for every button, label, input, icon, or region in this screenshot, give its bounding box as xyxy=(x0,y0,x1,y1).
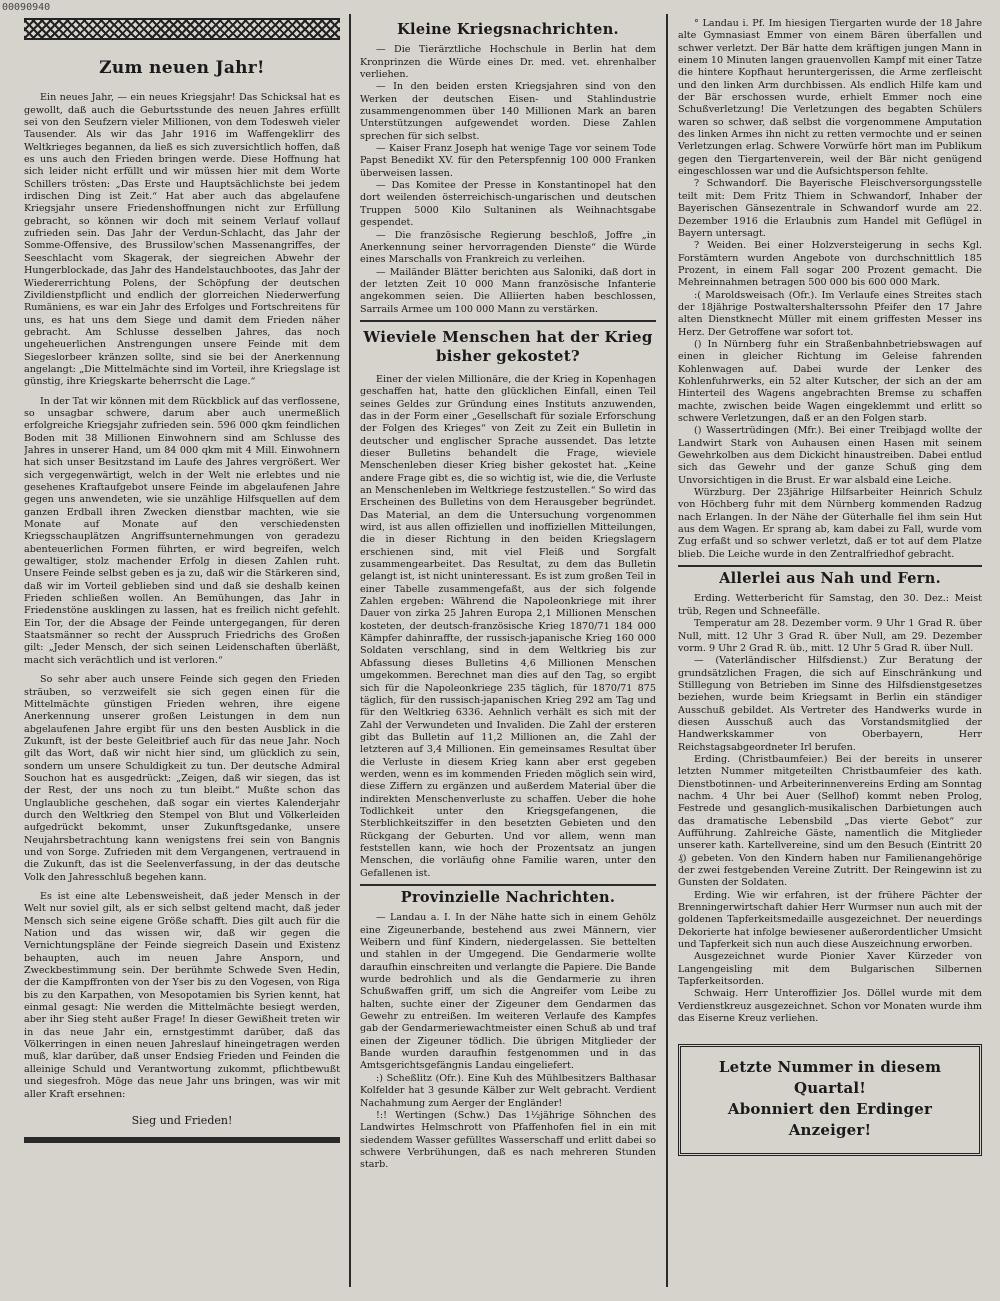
news-item: Erding. Wie wir erfahren, ist der frühere Pächter der Brenningerwirtschaft dahier Herr Wurmser nun auch mit der goldenen Tapferkeitsmedaille ausgezeichnet. Der neuerdings Dekorierte hat infolge bewiesener außerordentlicher Umsicht und Tapferkeit sich nun auch diese Auszeichnung erworben. xyxy=(678,889,982,951)
column-rule-right xyxy=(666,14,668,1287)
section-divider xyxy=(678,565,982,567)
ornament-banner xyxy=(24,18,340,40)
news-item: — Kaiser Franz Joseph hat wenige Tage vor seinem Tode Papst Benedikt XV. für den Peterspfennig 100 000 Franken überweisen lassen. xyxy=(360,143,656,179)
column-editorial xyxy=(24,18,340,1287)
news-item: Erding. Wetterbericht für Samstag, den 30. Dez.: Meist trüb, Regen und Schneefälle. xyxy=(678,593,982,617)
news-item: () In Nürnberg fuhr ein Straßenbahnbetriebswagen auf einen in gleicher Richtung im Geleise fahrenden Kohlenwagen auf. Dabei wurde der Lenker des Kohlenfuhrwerks, ein 52 alter Kutscher, der sich an der am Hinterteil des Wagens angebrachten Bremse zu schaffen machte, zwischen beide Wagen eingeklemmt und erlitt so schwere Verletzungen, daß er an den Folgen starb. xyxy=(678,338,982,424)
news-item: — Das Komitee der Presse in Konstantinopel hat den dort weilenden österreichisch-ungarischen und deutschen Truppen 5000 Kilo Sultaninen als Weihnachtsgabe gespendet. xyxy=(360,180,656,229)
section-divider xyxy=(360,884,656,886)
section-title-war-losses: Wieviele Menschen hat der Krieg bisher gekostet? xyxy=(363,327,653,365)
editorial-paragraph: So sehr aber auch unsere Feinde sich gegen den Frieden sträuben, so verzweifelt sie sich gegen einen für die Mittelmächte günstigen Frieden wehren, ihre eigene Anerkennung unserer großen Leistungen in dem nun abgelaufenen Jahre ergibt für uns den besten Ausblick in die Zukunft, ist der beste Geleitbrief auch für das neue Jahr. Noch gilt das Wort, daß wir nicht hier sind, um glücklich zu sein, sondern um unsere Schuldigkeit zu tun. Der deutsche Admiral Souchon hat es ausgedrückt: „Zeigen, daß wir siegen, das ist der Rest, der uns noch zu tun bleibt.“ Mußte schon das Unglaubliche geschehen, daß sogar ein viertes Kalenderjahr durch den Weltkrieg den Stempel von Blut und Völkerleiden aufgedrückt bekommt, unser Zukunftsgedanke, unsere Neujahrsbetrachtung kann wenigstens frei sein von Bangnis und von Sorge. Zufrieden mit dem Vergangenen, vertrauend in die Zukunft, das ist die Seelenverfassung, in der das deutsche Volk den Jahresschluß begehen kann. xyxy=(24,674,340,883)
subscription-notice xyxy=(678,1044,982,1156)
article-paragraph: Einer der vielen Millionäre, die der Krieg in Kopenhagen geschaffen hat, hatte den glücklichen Einfall, einen Teil seines Geldes zur Gründung eines Instituts anzuwenden, das in der Form einer „Gesellschaft für soziale Erforschung der Folgen des Krieges“ von Zeit zu Zeit ein Bulletin in deutscher und englischer Sprache aussendet. Das letzte dieser Bulletins behandelt die Frage, wieviele Menschenleben dieser Krieg bisher gekostet hat. „Keine andere Frage gibt es, die so wichtig ist, wie die, die Verluste an Menschenleben im Weltkriege festzustellen.“ So wird das Erscheinen des Bulletins von dem Herausgeber begründet. Das Material, an dem die Untersuchung vorgenommen wird, ist aus allen offiziellen und inoffiziellen Mitteilungen, die in dieser Richtung in den beiden Kriegslagern erschienen sind, mit viel Fleiß und Sorgfalt zusammengearbeitet. Das Resultat, zu dem das Bulletin gelangt ist, ist nicht uninteressant. Es ist zum großen Teil in einer Tabelle zusammengefaßt, aus der sich folgende Zahlen ergeben: Während die Napoleonkriege mit ihrer Dauer von zirka 25 Jahren Europa 2,1 Millionen Menschen kosteten, der deutsch-französische Krieg 1870/71 184 000 Kämpfer dahinraffte, der russisch-japanische Krieg 160 000 Soldaten verschlang, sind in dem Weltkrieg bis zur Abfassung dieses Bulletins 4,6 Millionen Menschen umgekommen. Berechnet man dies auf den Tag, so ergibt sich für die Napoleonkriege 235 täglich, für 1870/71 875 täglich, für den russisch-japanischen Krieg 292 am Tag und für den Weltkrieg 6336. Aehnlich verhält es sich mit der Zahl der Verwundeten und Invaliden. Die Zahl der ersteren gibt das Bulletin auf 11,2 Millionen an, die Zahl der letzteren auf 3,4 Millionen. Ein gemeinsames Resultat über die Verluste in diesem Krieg kann aber erst gegeben werden, wenn es im kommenden Frieden möglich sein wird, diese Ziffern zu ergänzen und außerdem Material über die indirekten Menschenverluste zu schaffen. Ueber die hohe Todlichkeit unter den Kriegsgefangenen, die Sterblichkeitsziffer in den besetzten Gebieten und den Rückgang der Geburten. Und vor allem, wenn man feststellen kann, wie hoch der Prozentsatz an jungen Menschen, die vorläufig ohne Familie waren, unter den Gefallenen ist. xyxy=(360,373,656,879)
section-title-provincial: Provinzielle Nachrichten. xyxy=(400,889,616,906)
section-divider xyxy=(360,320,656,322)
news-item: ? Schwandorf. Die Bayerische Fleischversorgungsstelle teilt mit: Dem Fritz Thiem in Schwandorf, Inhaber der Bayerischen Gänsezentrale in Schwandorf wurde am 22. Dezember 1916 die Erlaubnis zum Handel mit Geflügel in Bayern untersagt. xyxy=(678,178,982,239)
column-local xyxy=(678,18,982,1287)
news-item: Ausgezeichnet wurde Pionier Xaver Kürzeder von Langengeisling mit dem Bulgarischen Silbernen Tapferkeitsorden. xyxy=(678,951,982,988)
news-item: ° Landau i. Pf. Im hiesigen Tiergarten wurde der 18 Jahre alte Gymnasiast Emmer von einem Bären überfallen und schwer verletzt. Der Bär hatte dem kräftigen jungen Mann in einem 10 Minuten langen grauenvollen Kampf mit einer Tatze die hintere Kopfhaut heruntergerissen, die Arme zerfleischt und den linken Arm durchbissen. Als endlich Hilfe kam und der Bär erschossen wurde, erhielt Emmer noch eine Schußverletzung! Die Verletzungen des begabten Schülers waren so schwer, daß selbst die vorgenommene Amputation des linken Armes ihn nicht zu retten vermochte und er seinen Verletzungen erlag. Schwere Vorwürfe hört man im Publikum gegen den Tiergartenverein, weil der Bär nicht genügend eingeschlossen war und die Aufsichtsperson fehlte. xyxy=(678,18,982,178)
news-item: — Die Tierärztliche Hochschule in Berlin hat dem Kronprinzen die Würde eines Dr. med. vet. ehrenhalber verliehen. xyxy=(360,44,656,81)
editorial-closing: Sieg und Frieden! xyxy=(131,1113,233,1127)
column-bottom-rule xyxy=(24,1137,340,1143)
news-item: Würzburg. Der 23jährige Hilfsarbeiter Heinrich Schulz von Höchberg fuhr mit dem Nürnberg kommenden Radzug nach Erlangen. In der Nähe der Güterhalle fiel ihm sein Hut aus dem Wagen. Er sprang ab, kam dabei zu Fall, wurde vom Zug erfaßt und so schwer verletzt, daß er tot auf dem Platze blieb. Die Leiche wurde in den Zentralfriedhof gebracht. xyxy=(678,487,982,560)
editorial-paragraph: In der Tat wir können mit dem Rückblick auf das verflossene, so unsagbar schwere, darum aber auch unermeßlich erfolgreiche Kriegsjahr zufrieden sein. 596 000 qkm feindlichen Boden mit 38 Millionen Einwohnern sind am Schlusse des Jahres in unserer Hand, um 84 000 qkm mit 4 Mill. Einwohnern hat sich unser Besitzstand im Laufe des Jahres vergrößert. Wer sich vergegenwärtigt, welch in der Welt nie erlebtes und nie gesehenes Kraftaufgebot unsere Feinde im abgelaufenen Jahre gegen uns anwendeten, wie sie unzählige Hilfsquellen auf dem ganzen Erdball ihren Zwecken dienstbar machten, wie sie Monate auf Monate auf den verschiedensten Kriegsschauplätzen Angriffsunternehmungen von geradezu abenteuerlichen Formen führten, er wird begreifen, welch gewaltiger, stolz machender Erfolg in diesen Zahlen ruht. Unsere Feinde selbst geben es ja zu, daß wir die Stärkeren sind, daß wir im Vorteil geblieben sind und daß sie deshalb keinen Frieden schließen wollen. An Bemühungen, das Jahr in Friedenstöne ausklingen zu lassen, hat es freilich nicht gefehlt. Ein Tor, der die Absage der Feinde untergegangen, für deren Staatsmänner so recht der Ausspruch Friedrichs des Großen gilt: „Jeder Mensch, der sich seinen Leidenschaften überläßt, macht sich verächtlich und ist verloren.“ xyxy=(24,395,340,666)
news-item: — Mailänder Blätter berichten aus Saloniki, daß dort in der letzten Zeit 10 000 Mann französische Infanterie angekommen seien. Die Alliierten haben beschlossen, Sarrails Armee um 100 000 Mann zu verstärken. xyxy=(360,266,656,315)
news-item: :) Scheßlitz (Ofr.). Eine Kuh des Mühlbesitzers Balthasar Kolfelder hat 3 gesunde Kälber zur Welt gebracht. Verdient Nachahmung zum Aerger der Engländer! xyxy=(360,1072,656,1109)
news-item: ? Weiden. Bei einer Holzversteigerung in sechs Kgl. Forstämtern wurden Angebote von durchschnittlich 185 Prozent, in einem Fall sogar 200 Prozent gemacht. Die Mehreinnahmen betragen 500 000 bis 600 000 Mark. xyxy=(678,240,982,289)
column-news xyxy=(360,18,656,1287)
news-item: () Wassertrüdingen (Mfr.). Bei einer Treibjagd wollte der Landwirt Stark von Auhausen einen Hasen mit seinem Gewehrkolben aus dem Dickicht hinaustreiben. Dabei entlud sich das Gewehr und der ganze Schuß ging dem Unvorsichtigen in die Brust. Er war alsbald eine Leiche. xyxy=(678,425,982,486)
news-item: !:! Wertingen (Schw.) Das 1½jährige Söhnchen des Landwirtes Helmschrott von Pfaffenhofen fiel in ein mit siedendem Wasser gefülltes Wasserschaff und erlitt dabei so schwere Verbrühungen, daß es nach mehreren Stunden starb. xyxy=(360,1109,656,1171)
editorial-paragraph: Es ist eine alte Lebensweisheit, daß jeder Mensch in der Welt nur soviel gilt, als er sich selbst geltend macht, daß jeder Mensch sich seine eigene Größe schafft. Dies gilt auch für die Nation und das wissen wir, daß wir gegen die Vernichtungspläne der Feinde siegreich Dasein und Existenz behaupten, auch im neuen Jahre Ansporn, und Zweckbestimmung sein. Der berühmte Schwede Sven Hedin, der die Kampffronten von der Yser bis zu den Vogesen, von Riga bis zu den Karpathen, von Mesopotamien bis Syrien kennt, hat einmal gesagt: Nie werden die Mittelmächte besiegt werden, aber ihr Sieg steht außer Frage! In dieser Gewißheit treten wir in das neue Jahr ein, ernstgestimmt darüber, daß das Völkerringen in einen neuen Jahreslauf hineingetragen werden muß, klar darüber, daß unser Endsieg Frieden und Feinden die alleinige Schuld und Verantwortung zukommt, pflichtbewußt und siegesfroh. Möge das neue Jahr uns bringen, was wir mit aller Kraft ersehnen: xyxy=(24,891,340,1100)
section-title-war-news: Kleine Kriegsnachrichten. xyxy=(397,21,619,38)
scan-id: 00090940 xyxy=(2,2,51,13)
section-title-miscellany: Allerlei aus Nah und Fern. xyxy=(719,570,941,588)
news-item: Erding. (Christbaumfeier.) Bei der bereits in unserer letzten Nummer mitgeteilten Christbaumfeier des kath. Dienstbotinnen- und Arbeiterinnenvereins Erding am Sonntag nachm. 4 Uhr bei Auer (Sellhof) kommt neben Prolog, Festrede und gesanglich-musikalischen Darbietungen auch das dramatische Lebensbild „Das vierte Gebot“ zur Aufführung. Zahlreiche Gäste, namentlich die Mitglieder unserer kath. Kartellvereine, sind um den Besuch (Eintritt 20 ₰) gebeten. Von den Kindern haben nur Familienangehörige der zwei festgebenden Vereine Zutritt. Der Reingewinn ist zu Gunsten der Soldaten. xyxy=(678,753,982,889)
editorial-paragraph: Ein neues Jahr, — ein neues Kriegsjahr! Das Schicksal hat es gewollt, daß auch die Geburtsstunde des neuen Jahres erfüllt sei von den Seufzern vieler Millionen, von dem Todesweh vieler Tausender. Als wir das Jahr 1916 im Waffengeklirr des Weltkrieges begannen, da ließ es sich zuversichtlich hoffen, daß es uns auch den Frieden bringen werde. Diese Hoffnung hat sich leider nicht erfüllt und wir müssen hier mit dem Worte Schillers trösten: „Das Erste und Hauptsächlichste bei jedem irdischen Ding ist Zeit.“ Hat aber auch das abgelaufene Kriegsjahr unsere Friedenshoffnungen nicht zur Erfüllung gebracht, so können wir doch mit seinem Verlauf vollauf zufrieden sein. Das Jahr der Verdun-Schlacht, das Jahr der Somme-Offensive, des Brussilow'schen Massenangriffes, der Seeschlacht vom Skagerak, der siegreichen Abwehr der Hungerblockade, das Jahr des Handelstauchbootes, das Jahr der Wiedererrichtung Polens, der Schöpfung der deutschen Zivildienstpflicht und endlich der glorreichen Niederwerfung Rumäniens, es war ein Jahr des Erfolges und Fortschreitens für uns, es hat uns dem Siege und damit dem Frieden näher gebracht. Am Schlusse desselben Jahres, das noch ungeheuerlichen Anstrengungen unsere Feinde mit dem Siegeslorbeer kränzen sollte, sind sie bei der Anerkennung angelangt: „Die Mittelmächte sind im Vorteil, ihre Kriegslage ist günstig, ihre Kriegskarte beherrscht die Lage.“ xyxy=(24,92,340,388)
news-item: — In den beiden ersten Kriegsjahren sind von den Werken der deutschen Eisen- und Stahlindustrie zusammengenommen über 140 Millionen Mark an baren Unterstützungen aufgewendet worden. Diese Zahlen sprechen für sich selbst. xyxy=(360,81,656,142)
editorial-title: Zum neuen Jahr! xyxy=(99,58,265,78)
news-item: — Landau a. I. In der Nähe hatte sich in einem Gehölz eine Zigeunerbande, bestehend aus zwei Männern, vier Weibern und fünf Kindern, niedergelassen. Sie bettelten und stahlen in der Umgegend. Die Gendarmerie wollte daraufhin einschreiten und verlangte die Papiere. Die Bande wurde bedrohlich und als die Gendarmerie zu ihren Schußwaffen griff, um sich die Angreifer vom Leibe zu halten, suchte einer der Zigeuner dem Gendarmen das Gewehr zu entreißen. Im weiteren Verlaufe des Kampfes gab der Gendarmeriewachtmeister einen Schuß ab und traf einen der Zigeuner tödlich. Die übrigen Mitglieder der Bande wurden daraufhin festgenommen und in das Amtsgerichtsgefängnis Landau eingeliefert. xyxy=(360,912,656,1072)
news-item: Temperatur am 28. Dezember vorm. 9 Uhr 1 Grad R. über Null, mitt. 12 Uhr 3 Grad R. über Null, am 29. Dezember vorm. 9 Uhr 2 Grad R. üb., mitt. 12 Uhr 5 Grad R. über Null. xyxy=(678,618,982,654)
subscription-line-2: Abonniert den Erdinger Anzeiger! xyxy=(727,1099,933,1139)
column-rule-left xyxy=(349,14,351,1287)
news-item: Schwaig. Herr Unteroffizier Jos. Döllel wurde mit dem Verdienstkreuz ausgezeichnet. Schon vor Monaten wurde ihm das Eiserne Kreuz verliehen. xyxy=(678,988,982,1025)
news-item: — (Vaterländischer Hilfsdienst.) Zur Beratung der grundsätzlichen Fragen, die sich auf Einschränkung und Stilllegung von Betrieben im Sinne des Hilfsdienstgesetzes beziehen, wurde beim Kriegsamt in Berlin ein ständiger Ausschuß gebildet. Als Vertreter des Handwerks wurde in diesen Ausschuß auch das Vorstandsmitglied der Handwerkskammer von Oberbayern, Herr Reichstagsabgeordneter Irl berufen. xyxy=(678,655,982,753)
news-item: :( Maroldsweisach (Ofr.). Im Verlaufe eines Streites stach der 18jährige Postwaltershalterssohn Pfeifer den 17 Jahre alten Dienstknecht Müller mit einem griffesten Messer ins Herz. Der Getroffene war sofort tot. xyxy=(678,289,982,338)
subscription-line-1: Letzte Nummer in diesem Quartal! xyxy=(718,1057,942,1097)
news-item: — Die französische Regierung beschloß, Joffre „in Anerkennung seiner hervorragenden Dienste“ die Würde eines Marschalls von Frankreich zu verleihen. xyxy=(360,229,656,266)
